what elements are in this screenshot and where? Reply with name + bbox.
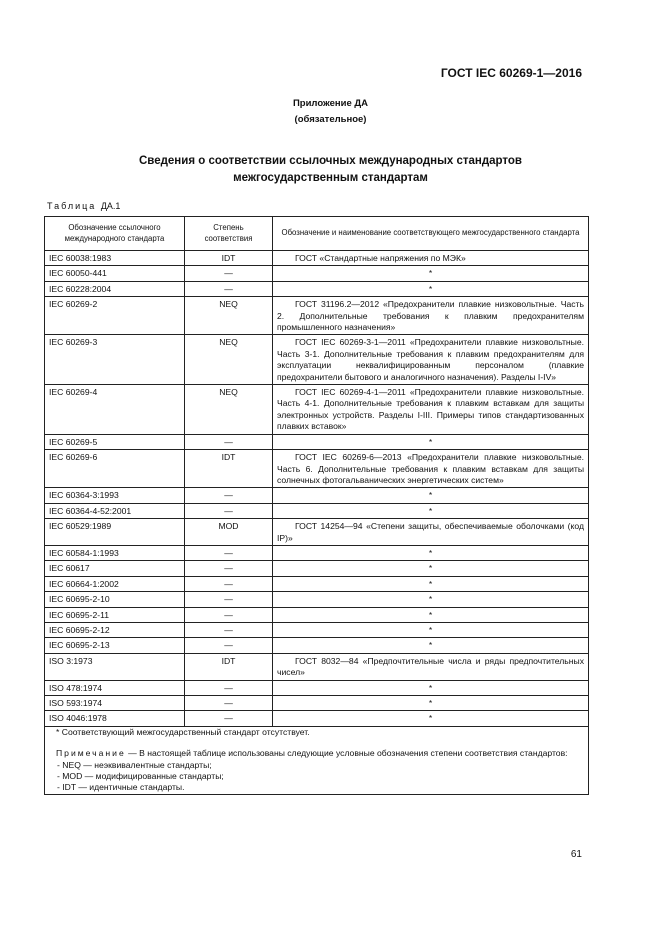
table-row: [45, 696, 589, 711]
interstate-standard-cell: [273, 251, 589, 266]
degree-cell: —: [185, 638, 273, 653]
interstate-standard-text: ГОСТ IEC 60269-4-1—2011 «Предохранители плавкие низковольтные. Часть 4-1. Дополнительные требования к плавким вставкам для защиты электронных устройств. Разделы I-III. Примеры типов стандартизованных плавких вставок»: [277, 387, 584, 432]
degree-cell: IDT: [185, 251, 273, 266]
ref-standard-cell: IEC 60269-3: [45, 335, 185, 385]
interstate-standard-cell: *: [273, 711, 589, 726]
interstate-standard-cell: *: [273, 576, 589, 591]
legend-item: - NEQ — неэквивалентные стандарты;: [57, 759, 212, 770]
legend-item: - IDT — идентичные стандарты.: [57, 782, 185, 793]
table-header-row: [45, 217, 589, 251]
ref-standard-cell: IEC 60050-441: [45, 266, 185, 281]
table-row: [45, 266, 589, 281]
ref-standard-cell: IEC 60269-4: [45, 385, 185, 435]
interstate-standard-cell: *: [273, 281, 589, 296]
document-id: ГОСТ IEC 60269-1—2016: [440, 66, 582, 80]
interstate-standard-text: ГОСТ 14254—94 «Степени защиты, обеспечиваемые оболочками (код IP)»: [277, 521, 584, 543]
ref-standard-cell: IEC 60269-6: [45, 450, 185, 488]
section-heading-line-1: Сведения о соответствии ссылочных международных стандартов: [138, 155, 522, 167]
table-row: [45, 711, 589, 726]
interstate-standard-cell: *: [273, 592, 589, 607]
section-heading: [0, 153, 661, 187]
degree-cell: —: [185, 266, 273, 281]
annex-status: (обязательное): [294, 114, 367, 125]
ref-standard-cell: IEC 60695-2-11: [45, 607, 185, 622]
ref-standard-cell: IEC 60269-5: [45, 434, 185, 449]
ref-standard-cell: ISO 3:1973: [45, 653, 185, 680]
table-footer: [45, 726, 589, 794]
table-row: [45, 561, 589, 576]
ref-standard-cell: IEC 60364-4-52:2001: [45, 503, 185, 518]
ref-standard-cell: IEC 60584-1:1993: [45, 545, 185, 560]
table-row: [45, 592, 589, 607]
table-row: [45, 622, 589, 637]
table-row: [45, 281, 589, 296]
header-interstate-standard: Обозначение и наименование соответствующего межгосударственного стандарта: [273, 217, 589, 251]
interstate-standard-cell: *: [273, 545, 589, 560]
table-footer-row: [45, 726, 589, 794]
interstate-standard-cell: *: [273, 607, 589, 622]
table-row: [45, 450, 589, 488]
interstate-standard-cell: [273, 297, 589, 335]
degree-cell: NEQ: [185, 297, 273, 335]
table-label-number: ДА.1: [100, 201, 121, 211]
degree-cell: —: [185, 711, 273, 726]
interstate-standard-cell: *: [273, 266, 589, 281]
table-label: [47, 201, 120, 211]
page-number: 61: [570, 849, 582, 860]
interstate-standard-cell: *: [273, 488, 589, 503]
degree-cell: —: [185, 696, 273, 711]
degree-cell: —: [185, 680, 273, 695]
header-degree: Степень соответствия: [185, 217, 273, 251]
legend-item: - MOD — модифицированные стандарты;: [57, 771, 224, 782]
interstate-standard-cell: *: [273, 622, 589, 637]
degree-cell: —: [185, 561, 273, 576]
ref-standard-cell: IEC 60269-2: [45, 297, 185, 335]
table-row: [45, 434, 589, 449]
interstate-standard-text: ГОСТ 8032—84 «Предпочтительные числа и ряды предпочтительных чисел»: [277, 655, 584, 678]
annex-title: Приложение ДА: [292, 98, 369, 109]
interstate-standard-cell: *: [273, 503, 589, 518]
interstate-standard-cell: [273, 385, 589, 435]
ref-standard-cell: ISO 4046:1978: [45, 711, 185, 726]
table-row: [45, 335, 589, 385]
table-row: [45, 488, 589, 503]
table-row: [45, 638, 589, 653]
table-row: [45, 297, 589, 335]
interstate-standard-cell: *: [273, 696, 589, 711]
degree-cell: —: [185, 592, 273, 607]
interstate-standard-cell: *: [273, 434, 589, 449]
ref-standard-cell: IEC 60529:1989: [45, 519, 185, 546]
table-row: [45, 576, 589, 591]
interstate-standard-text: ГОСТ IEC 60269-3-1—2011 «Предохранители плавкие низковольтные. Часть 3-1. Дополнительные требования к плавким предохранителям для эксплуатации неквалифицированным персоналом (плавкие предохранители бытового и аналогичного назначения). Разделы I-IV»: [277, 337, 584, 382]
table-row: [45, 653, 589, 680]
interstate-standard-cell: [273, 450, 589, 488]
table-row: [45, 545, 589, 560]
table-label-word: Таблица: [47, 201, 97, 211]
footnote: * Соответствующий межгосударственный стандарт отсутствует.: [56, 726, 310, 737]
degree-cell: NEQ: [185, 335, 273, 385]
ref-standard-cell: IEC 60695-2-12: [45, 622, 185, 637]
degree-cell: —: [185, 576, 273, 591]
ref-standard-cell: IEC 60695-2-10: [45, 592, 185, 607]
ref-standard-cell: IEC 60038:1983: [45, 251, 185, 266]
correspondence-table: [44, 216, 589, 795]
degree-cell: —: [185, 622, 273, 637]
interstate-standard-cell: [273, 653, 589, 680]
degree-cell: —: [185, 503, 273, 518]
table-row: [45, 385, 589, 435]
table-row: [45, 251, 589, 266]
degree-cell: —: [185, 488, 273, 503]
interstate-standard-cell: [273, 335, 589, 385]
interstate-standard-text: ГОСТ «Стандартные напряжения по МЭК»: [295, 253, 466, 263]
ref-standard-cell: IEC 60695-2-13: [45, 638, 185, 653]
degree-cell: NEQ: [185, 385, 273, 435]
note-word: Примечание: [56, 748, 126, 759]
interstate-standard-cell: *: [273, 638, 589, 653]
ref-standard-cell: ISO 593:1974: [45, 696, 185, 711]
ref-standard-cell: ISO 478:1974: [45, 680, 185, 695]
degree-cell: MOD: [185, 519, 273, 546]
degree-cell: IDT: [185, 450, 273, 488]
annex-title-block: [0, 96, 661, 128]
ref-standard-cell: IEC 60364-3:1993: [45, 488, 185, 503]
interstate-standard-text: ГОСТ 31196.2—2012 «Предохранители плавкие низковольтные. Часть 2. Дополнительные требования к плавким предохранителям промышленного назначения»: [277, 299, 584, 333]
degree-cell: —: [185, 545, 273, 560]
degree-cell: —: [185, 434, 273, 449]
ref-standard-cell: IEC 60617: [45, 561, 185, 576]
ref-standard-cell: IEC 60664-1:2002: [45, 576, 185, 591]
ref-standard-cell: IEC 60228:2004: [45, 281, 185, 296]
table-row: [45, 607, 589, 622]
header-ref-standard: Обозначение ссылочного международного стандарта: [45, 217, 185, 251]
interstate-standard-cell: *: [273, 680, 589, 695]
interstate-standard-text: ГОСТ IEC 60269-6—2013 «Предохранители плавкие низковольтные. Часть 6. Дополнительные требования к плавким вставкам для защиты солнечных фотогальванических энергетических систем»: [277, 452, 584, 485]
degree-cell: —: [185, 281, 273, 296]
degree-cell: IDT: [185, 653, 273, 680]
table-row: [45, 680, 589, 695]
section-heading-line-2: межгосударственным стандартам: [233, 172, 428, 184]
degree-cell: —: [185, 607, 273, 622]
table-body: [45, 251, 589, 727]
table-row: [45, 503, 589, 518]
note: [49, 748, 584, 759]
note-text: — В настоящей таблице использованы следующие условные обозначения степени соответствия стандартов:: [128, 748, 568, 759]
interstate-standard-cell: [273, 519, 589, 546]
table-row: [45, 519, 589, 546]
interstate-standard-cell: *: [273, 561, 589, 576]
